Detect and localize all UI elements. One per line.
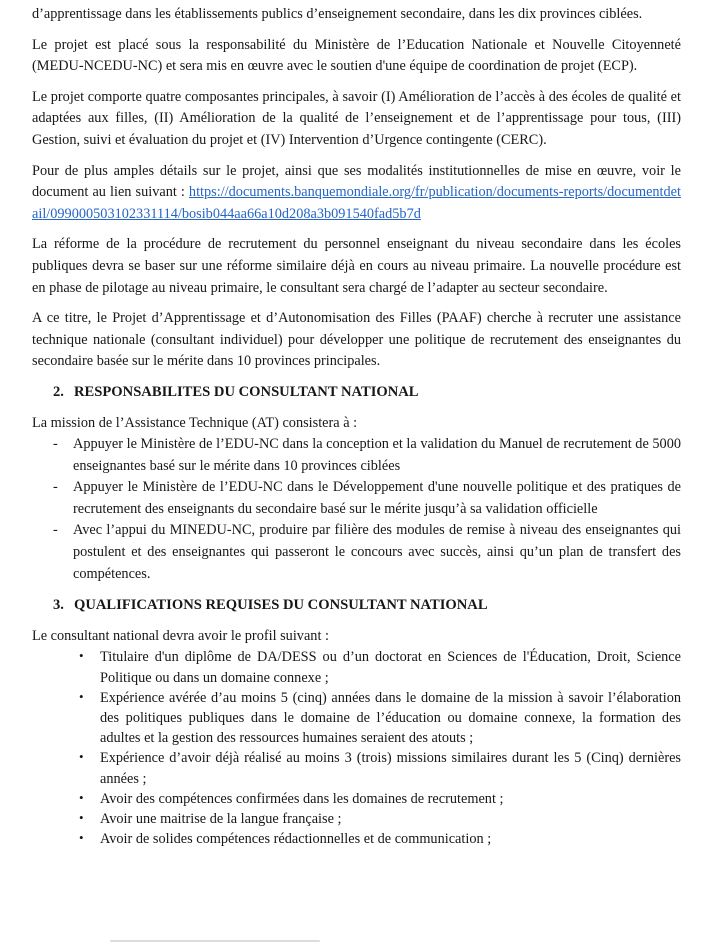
section-heading-responsabilites xyxy=(53,382,681,404)
section-3-intro: Le consultant national devra avoir le profil suivant : xyxy=(32,627,329,644)
list-item-text: Avoir de solides compétences rédactionnelles et de communication ; xyxy=(100,831,492,848)
bullet-marker: • xyxy=(79,688,84,704)
bullet-marker: • xyxy=(79,789,84,805)
list-item xyxy=(32,829,681,849)
link-paragraph-text: Pour de plus amples détails sur le projet, ainsi que ses modalités institutionnelles de mise en œuvre, voir le document au lien suivant : xyxy=(32,162,681,201)
list-item xyxy=(32,520,681,585)
section-2-intro: La mission de l’Assistance Technique (AT) consistera à : xyxy=(32,414,358,431)
responsibilities-list xyxy=(32,434,681,585)
list-item-text: Appuyer le Ministère de l’EDU-NC dans la conception et la validation du Manuel de recrutement de 5000 enseignantes basé sur le mérite dans 10 provinces ciblées xyxy=(73,436,681,474)
list-item-text: Titulaire d'un diplôme de DA/DESS ou d’un doctorat en Sciences de l'Éducation, Droit, Science Politique ou dans un domaine connexe ; xyxy=(100,649,681,686)
list-item xyxy=(32,434,681,477)
document-detail-link[interactable]: https://documents.banquemondiale.org/fr/publication/documents-reports/documentdetail/099000503102331114/bosib044aa66a10d208a3b091540fad5b7d xyxy=(32,184,681,222)
dash-marker: - xyxy=(53,522,58,539)
dash-marker: - xyxy=(53,479,58,496)
bullet-marker: • xyxy=(79,648,84,664)
section-number: 2. xyxy=(53,383,64,400)
paragraph-reform-procedure: La réforme de la procédure de recrutement du personnel enseignant du niveau secondaire dans les écoles publiques devra se baser sur une réforme similaire déjà en cours au niveau primaire. La nouvelle procédure est en phase de pilotage au niveau primaire, le consultant sera chargé de l’adapter au secteur secondaire. xyxy=(32,236,681,296)
paragraph-continuation: d’apprentissage dans les établissements publics d’enseignement secondaire, dans les dix provinces ciblées. xyxy=(32,6,643,22)
paragraph-paaf-recruitment: A ce titre, le Projet d’Apprentissage et d’Autonomisation des Filles (PAAF) cherche à recruter une assistance technique nationale (consultant individuel) pour développer une politique de recrutement des enseignantes du secondaire basée sur le mérite dans 10 provinces principales. xyxy=(32,310,681,370)
list-item xyxy=(32,477,681,520)
section-title: RESPONSABILITES DU CONSULTANT NATIONAL xyxy=(74,383,419,400)
list-item-text: Expérience avérée d’au moins 5 (cinq) années dans le domaine de la mission à savoir l’élaboration des politiques publiques dans le domaine de l’éducation ou domaine connexe, la formation des adultes et la gestion des ressources humaines seraient des atouts ; xyxy=(100,689,681,747)
list-item xyxy=(32,809,681,829)
section-number: 3. xyxy=(53,597,64,614)
bullet-marker: • xyxy=(79,810,84,826)
paragraph-project-components: Le projet comporte quatre composantes principales, à savoir (I) Amélioration de l’accès à des écoles de qualité et adaptées aux filles, (II) Amélioration de la qualité de l’enseignement et de l’apprentissage pour tous, (III) Gestion, suivi et évaluation du projet et (IV) Intervention d’Urgence contingente (CERC). xyxy=(32,88,681,148)
list-item xyxy=(32,789,681,809)
section-title: QUALIFICATIONS REQUISES DU CONSULTANT NATIONAL xyxy=(74,597,488,614)
list-item-text: Expérience d’avoir déjà réalisé au moins 3 (trois) missions similaires durant les 5 (Cinq) dernières années ; xyxy=(100,750,681,787)
list-item-text: Avoir des compétences confirmées dans les domaines de recrutement ; xyxy=(100,790,504,807)
list-item-text: Avoir une maitrise de la langue française ; xyxy=(100,811,342,828)
list-item xyxy=(32,647,681,687)
paragraph-project-responsibility: Le projet est placé sous la responsabilité du Ministère de l’Education Nationale et Nouvelle Citoyenneté (MEDU-NCEDU-NC) et sera mis en œuvre avec le soutien d'une équipe de coordination de projet (ECP). xyxy=(32,36,681,75)
list-item xyxy=(32,748,681,788)
list-item-text: Avec l’appui du MINEDU-NC, produire par filière des modules de remise à niveau des enseignantes qui postulent et des enseignantes qui passeront le concours avec succès, ainsi qu’un plan de transfert des compétences. xyxy=(73,522,681,582)
section-heading-qualifications xyxy=(53,595,681,617)
bullet-marker: • xyxy=(79,830,84,846)
qualifications-list xyxy=(32,647,681,849)
dash-marker: - xyxy=(53,436,58,453)
bullet-marker: • xyxy=(79,749,84,765)
list-item-text: Appuyer le Ministère de l’EDU-NC dans le Développement d'une nouvelle politique et des pratiques de recrutement des enseignants du secondaire basé sur le mérite jusqu’à sa validation officielle xyxy=(73,479,681,517)
list-item xyxy=(32,688,681,749)
paragraph-with-link xyxy=(32,161,681,226)
scan-artifact xyxy=(110,940,320,942)
